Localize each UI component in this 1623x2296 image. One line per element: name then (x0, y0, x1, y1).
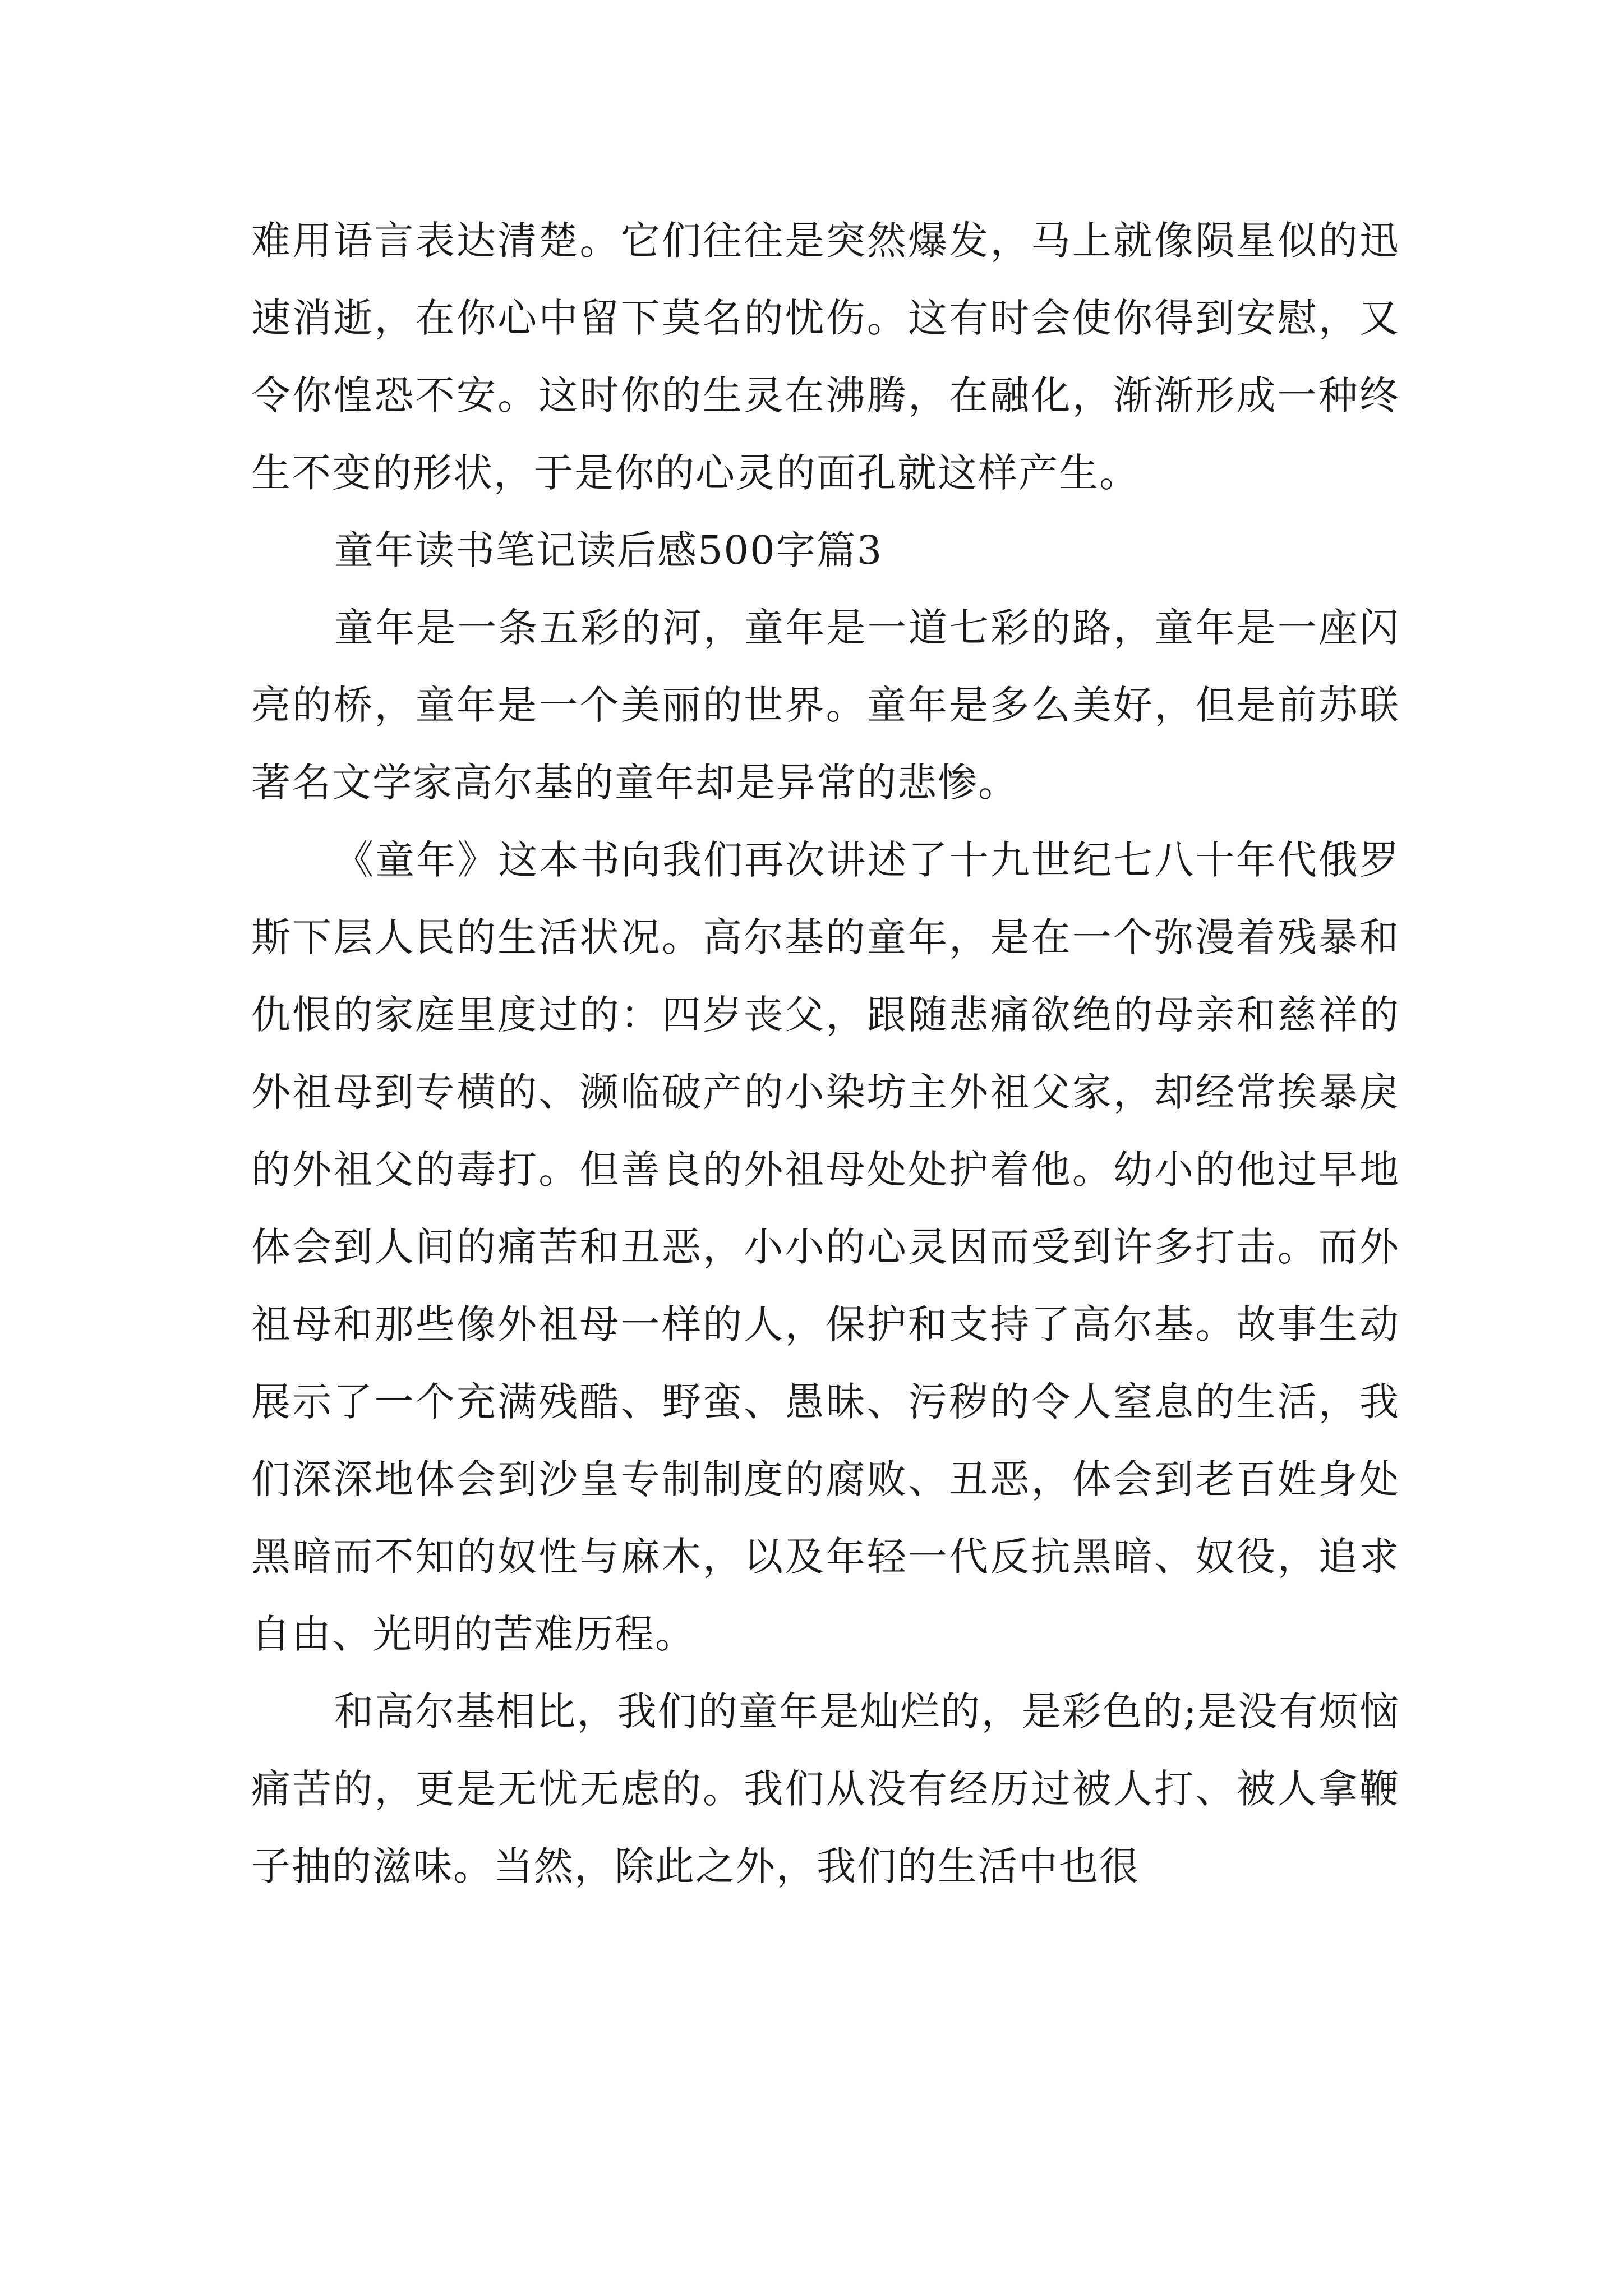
section-heading: 童年读书笔记读后感500字篇3 (334, 527, 883, 573)
paragraph-comparison: 和高尔基相比，我们的童年是灿烂的，是彩色的;是没有烦恼痛苦的，更是无忧无虑的。我们从没有经历过被人打、被人拿鞭子抽的滋味。当然，除此之外，我们的生活中也很 (251, 1688, 1400, 1889)
paragraph-summary: 《童年》这本书向我们再次讲述了十九世纪七八十年代俄罗斯下层人民的生活状况。高尔基的童年，是在一个弥漫着残暴和仇恨的家庭里度过的：四岁丧父，跟随悲痛欲绝的母亲和慈祥的外祖母到专横的、濒临破产的小染坊主外祖父家，却经常挨暴戾的外祖父的毒打。但善良的外祖母处处护着他。幼小的他过早地体会到人间的痛苦和丑恶，小小的心灵因而受到许多打击。而外祖母和那些像外祖母一样的人，保护和支持了高尔基。故事生动展示了一个充满残酷、野蛮、愚昧、污秽的令人窒息的生活，我们深深地体会到沙皇专制制度的腐败、丑恶，体会到老百姓身处黑暗而不知的奴性与麻木，以及年轻一代反抗黑暗、奴役，追求自由、光明的苦难历程。 (251, 837, 1400, 1657)
paragraph-intro: 童年是一条五彩的河，童年是一道七彩的路，童年是一座闪亮的桥，童年是一个美丽的世界。童年是多么美好，但是前苏联著名文学家高尔基的童年却是异常的悲惨。 (251, 605, 1400, 806)
document-body (251, 202, 1400, 1905)
paragraph-continuation: 难用语言表达清楚。它们往往是突然爆发，马上就像陨星似的迅速消逝，在你心中留下莫名的忧伤。这有时会使你得到安慰，又令你惶恐不安。这时你的生灵在沸腾，在融化，渐渐形成一种终生不变的形状，于是你的心灵的面孔就这样产生。 (251, 218, 1400, 496)
